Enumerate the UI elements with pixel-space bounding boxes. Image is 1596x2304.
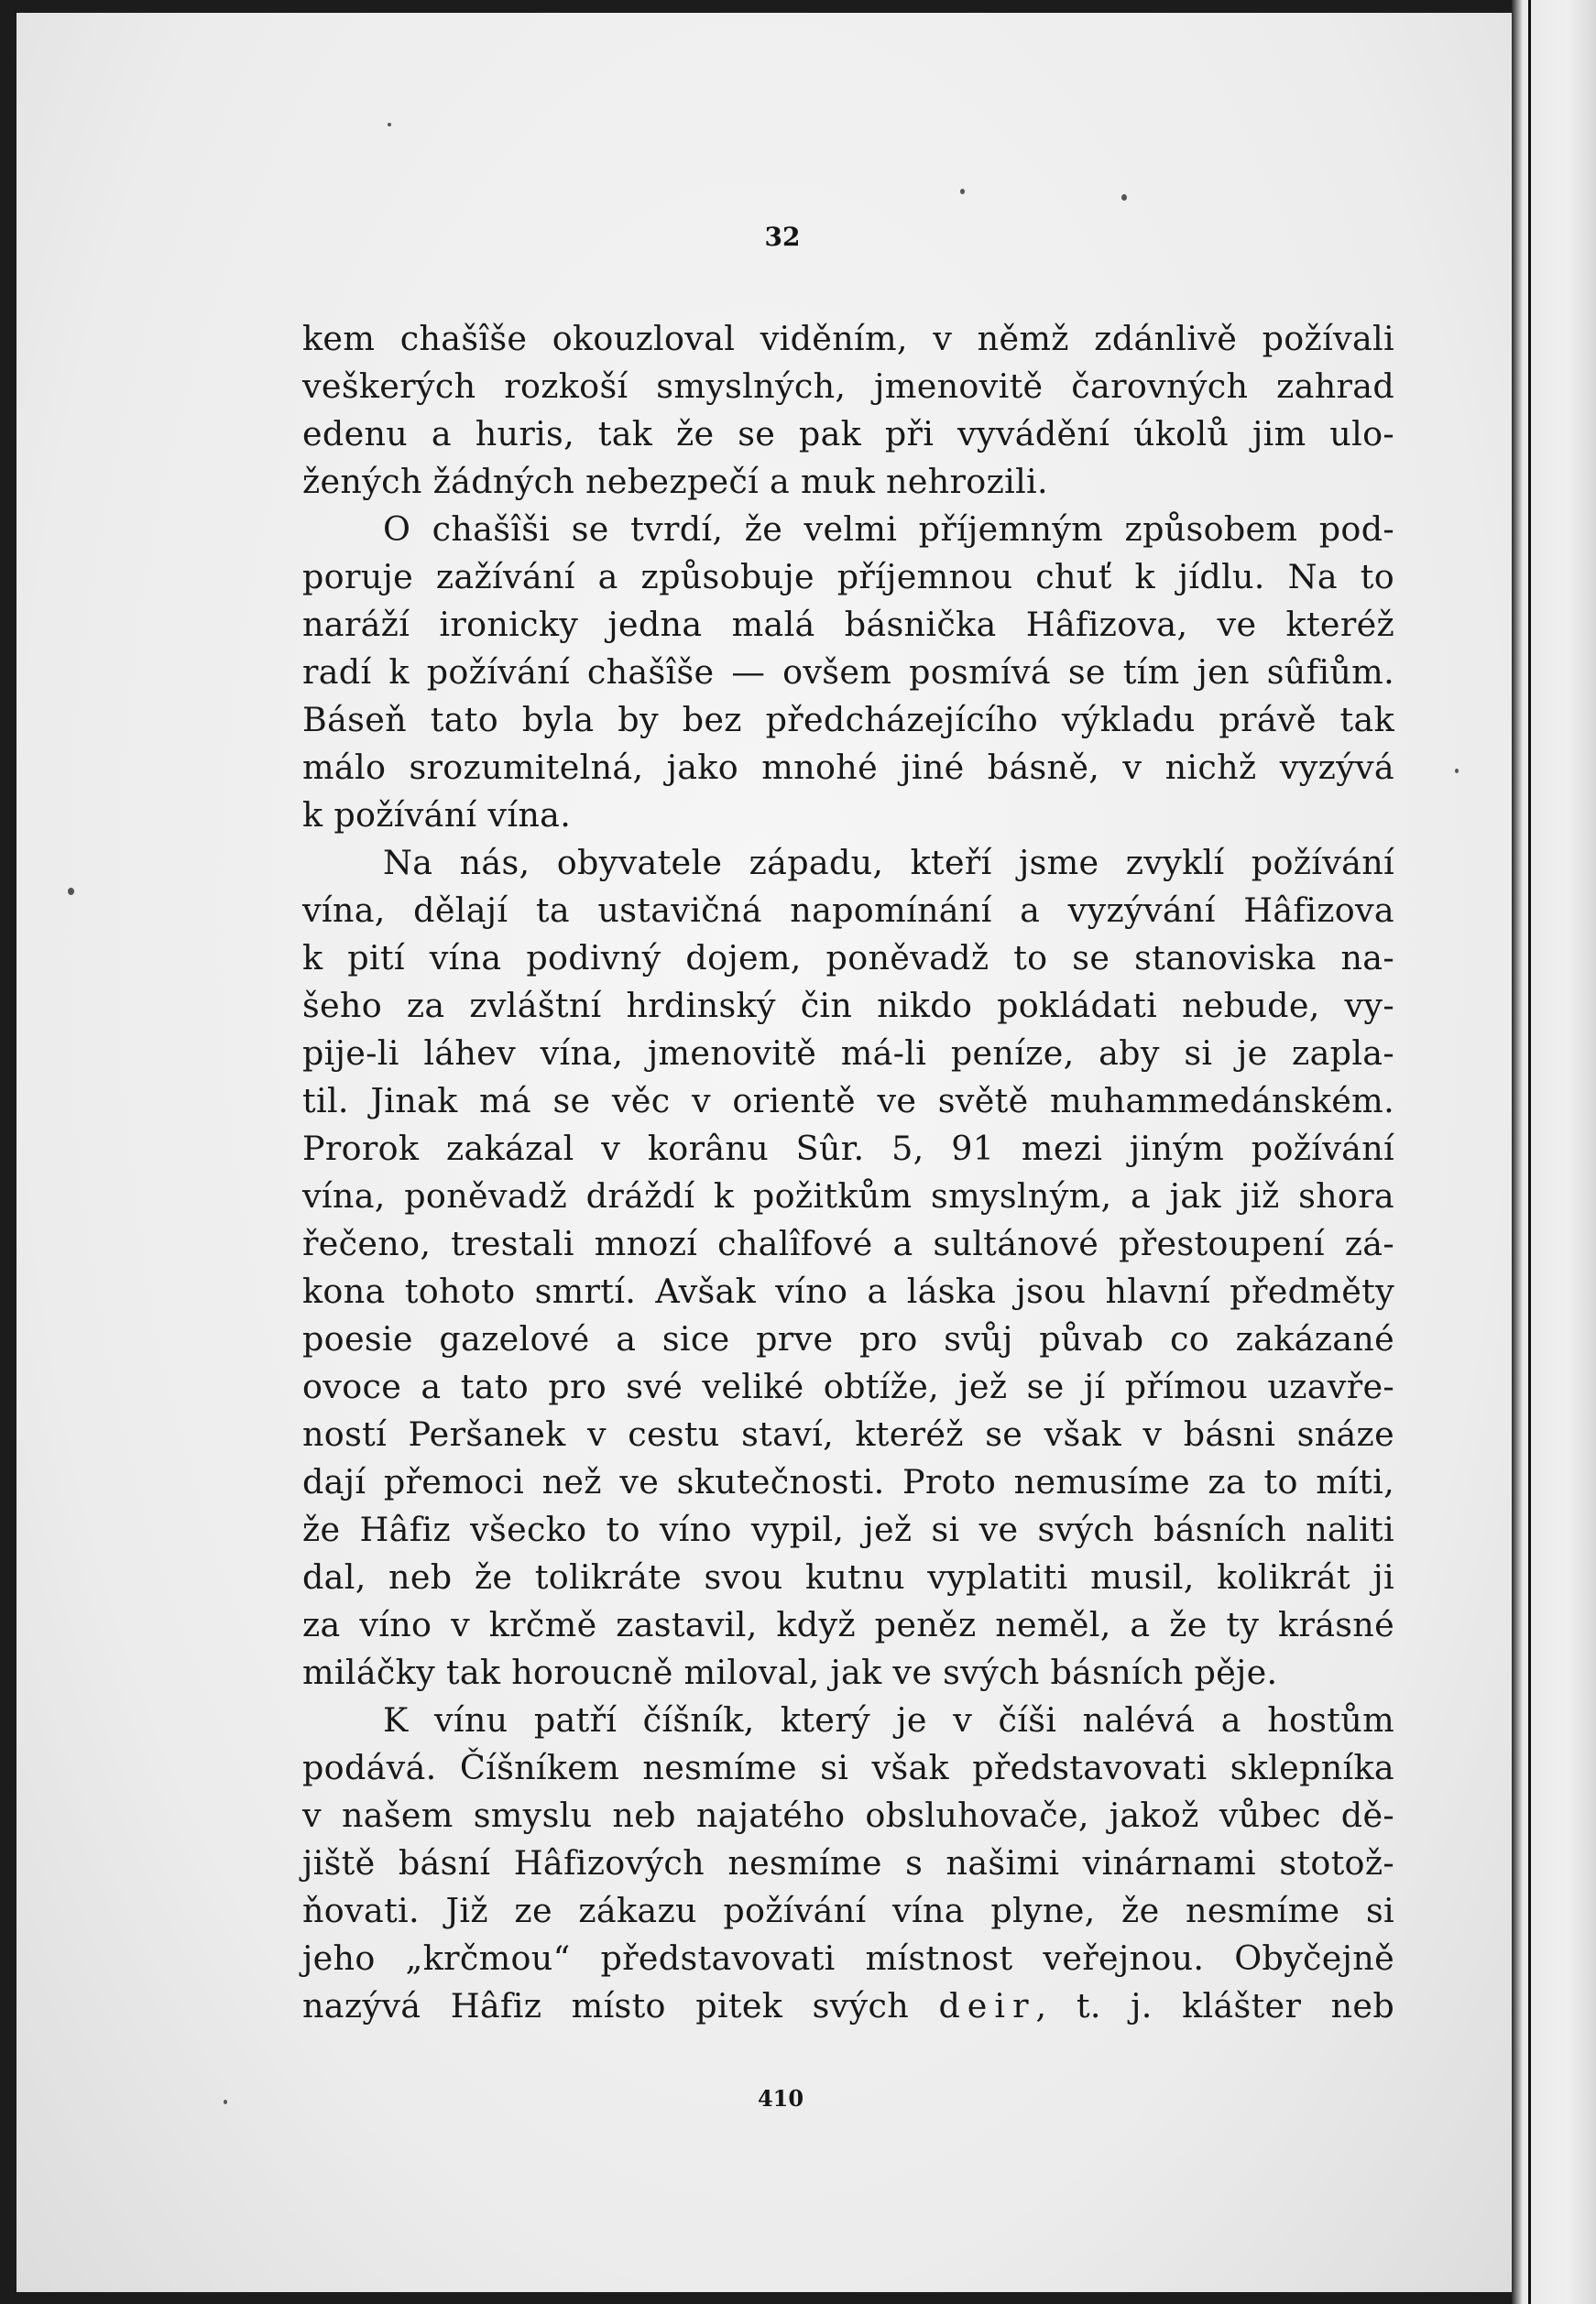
printer-signature: 410 xyxy=(757,2085,804,2112)
text-line: naráží ironicky jedna malá básnička Hâfizova, ve kteréž xyxy=(302,605,1394,644)
text-line: dal, neb že tolikráte svou kutnu vyplatiti musil, kolikrát ji xyxy=(302,1557,1394,1597)
dust-speck xyxy=(1455,769,1459,773)
text-line: Prorok zakázal v korânu Sûr. 5, 91 mezi jiným požívání xyxy=(302,1129,1394,1168)
dust-speck xyxy=(68,888,74,895)
dust-speck xyxy=(224,2100,227,2104)
text-line: vína, poněvadž dráždí k požitkům smyslným, a jak již shora xyxy=(302,1176,1394,1216)
text-fragment: nazývá Hâfiz místo pitek svých xyxy=(302,1986,939,2026)
text-line: kem chašîše okouzloval viděním, v němž zdánlivě požívali xyxy=(302,319,1394,358)
text-line: O chašîši se tvrdí, že velmi příjemným způsobem pod- xyxy=(383,509,1394,549)
dust-speck xyxy=(1121,194,1127,201)
text-line: poesie gazelové a sice prve pro svůj půvab co zakázané xyxy=(302,1319,1394,1359)
text-line: šeho za zvláštní hrdinský čin nikdo pokládati nebude, vy- xyxy=(302,986,1394,1025)
text-line: k požívání vína. xyxy=(302,795,572,835)
page-gutter-line xyxy=(1528,0,1531,2304)
text-line: dají přemoci než ve skutečnosti. Proto nemusíme za to míti, xyxy=(302,1462,1394,1501)
text-line: podává. Číšníkem nesmíme si však představovati sklepníka xyxy=(302,1748,1394,1787)
page-number: 32 xyxy=(764,222,801,252)
dust-speck xyxy=(388,123,391,126)
text-line: žených žádných nebezpečí a muk nehrozili. xyxy=(302,462,1048,501)
text-line: pije-li láhev vína, jmenovitě má-li peníze, aby si je zapla- xyxy=(302,1033,1394,1073)
text-line: til. Jinak má se věc v orientě ve světě muhammedánském. xyxy=(302,1081,1394,1120)
body-text xyxy=(302,315,1394,2030)
text-line: k pití vína podivný dojem, poněvadž to se stanoviska na- xyxy=(302,938,1394,977)
text-line: jeho „krčmou“ představovati místnost veřejnou. Obyčejně xyxy=(302,1938,1394,1978)
text-line: ňovati. Již ze zákazu požívání vína plyne, že nesmíme si xyxy=(302,1891,1394,1930)
text-fragment: , t. j. klášter neb xyxy=(1035,1986,1394,2026)
text-line: Báseň tato byla by bez předcházejícího výkladu právě tak xyxy=(302,700,1394,739)
spaced-word: deir xyxy=(938,1986,1036,2026)
text-line: K vínu patří číšník, který je v číši nalévá a hostům xyxy=(383,1700,1394,1740)
text-line: radí k požívání chašîše — ovšem posmívá se tím jen sûfiům. xyxy=(302,652,1394,692)
book-page xyxy=(16,13,1512,2292)
adjacent-page-edge xyxy=(1512,0,1596,2304)
text-line: miláčky tak horoucně miloval, jak ve svých básních pěje. xyxy=(302,1653,1278,1692)
text-line-last xyxy=(302,1982,1394,2030)
text-line: za víno v krčmě zastavil, když peněz neměl, a že ty krásné xyxy=(302,1605,1394,1644)
text-line: že Hâfiz všecko to víno vypil, jež si ve svých básních naliti xyxy=(302,1510,1394,1549)
text-line: edenu a huris, tak že se pak při vyvádění úkolů jim ulo- xyxy=(302,414,1394,453)
text-line: poruje zažívání a způsobuje příjemnou chuť k jídlu. Na to xyxy=(302,557,1394,596)
text-line: Na nás, obyvatele západu, kteří jsme zvyklí požívání xyxy=(383,843,1394,882)
text-line: kona tohoto smrtí. Avšak víno a láska jsou hlavní předměty xyxy=(302,1272,1394,1311)
dust-speck xyxy=(960,189,965,194)
text-line: jiště básní Hâfizových nesmíme s našimi vinárnami stotož- xyxy=(302,1843,1394,1883)
text-line: málo srozumitelná, jako mnohé jiné básně, v nichž vyzývá xyxy=(302,748,1394,787)
text-line: v našem smyslu neb najatého obsluhovače, jakož vůbec dě- xyxy=(302,1796,1394,1835)
text-line: řečeno, trestali mnozí chalîfové a sultánové přestoupení zá- xyxy=(302,1224,1394,1263)
text-line: ností Peršanek v cestu staví, kteréž se však v básni snáze xyxy=(302,1414,1394,1454)
text-line: ovoce a tato pro své veliké obtíže, jež se jí přímou uzavře- xyxy=(302,1367,1394,1406)
text-line: veškerých rozkoší smyslných, jmenovitě čarovných zahrad xyxy=(302,366,1394,406)
text-line: vína, dělají ta ustavičná napomínání a vyzývání Hâfizova xyxy=(302,890,1394,930)
